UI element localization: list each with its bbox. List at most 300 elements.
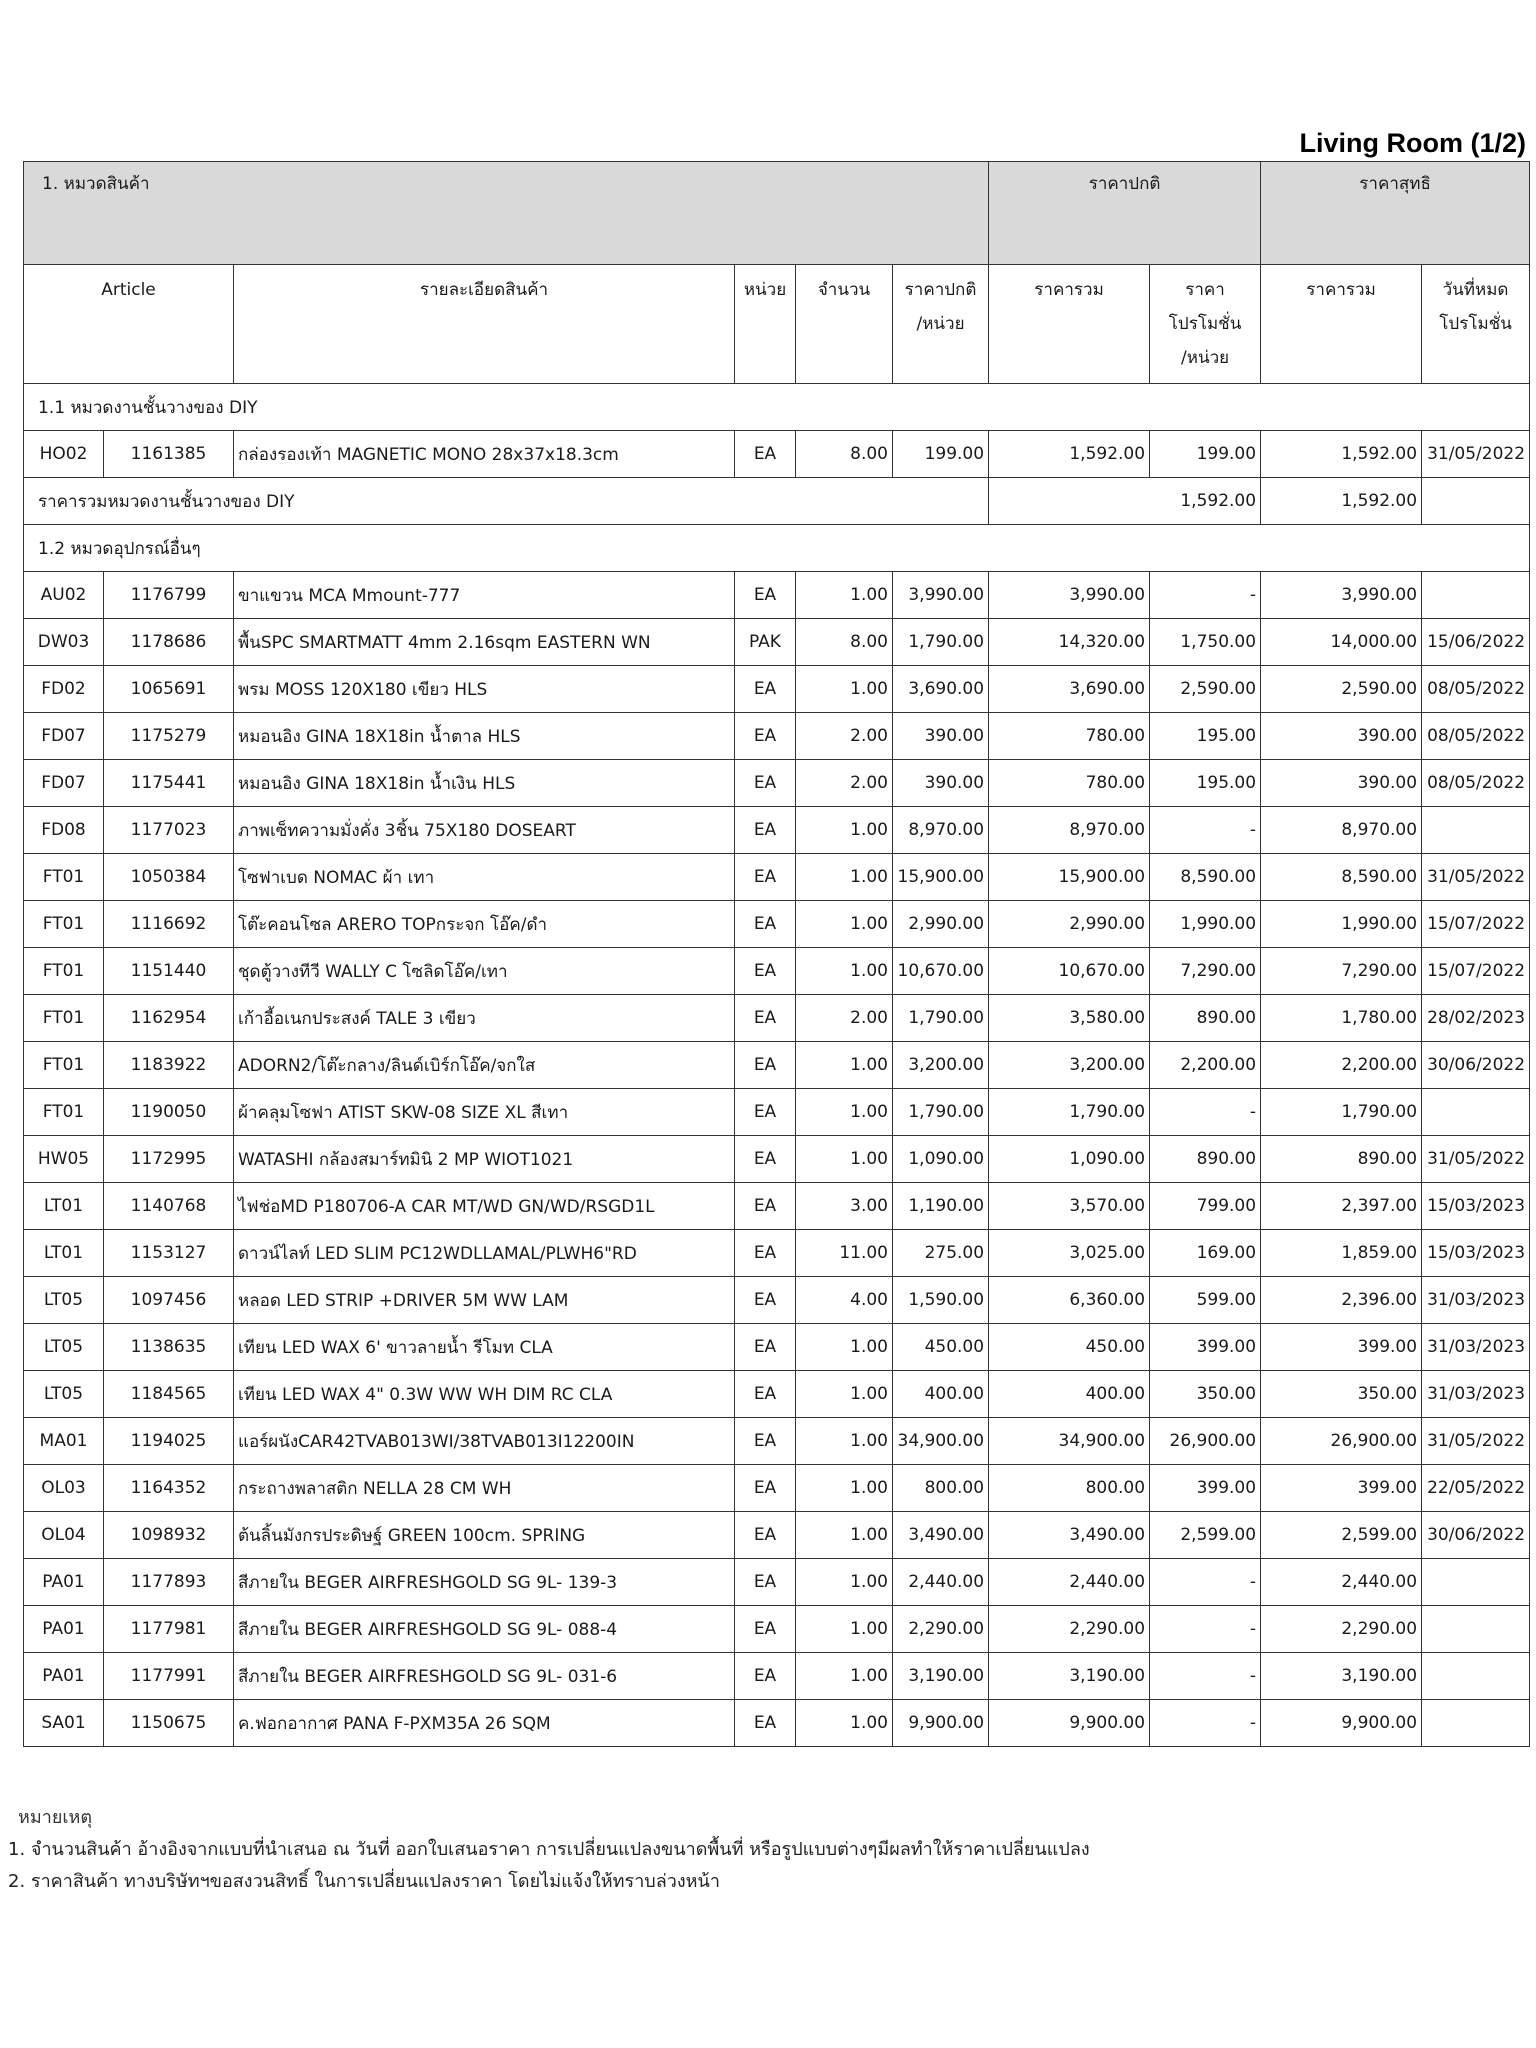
article-code: AU02 xyxy=(24,572,104,619)
header-row-columns xyxy=(24,265,1530,384)
promo-price: - xyxy=(1150,1700,1261,1747)
description: เทียน LED WAX 6' ขาวลายน้ำ รีโมท CLA xyxy=(234,1324,735,1371)
total: 3,190.00 xyxy=(989,1653,1150,1700)
article-no: 1150675 xyxy=(104,1700,234,1747)
qty: 4.00 xyxy=(796,1277,893,1324)
net-total: 26,900.00 xyxy=(1261,1418,1422,1465)
promo-price: 7,290.00 xyxy=(1150,948,1261,995)
promo-end xyxy=(1422,1559,1530,1606)
description: โซฟาเบด NOMAC ผ้า เทา xyxy=(234,854,735,901)
unit-price: 1,590.00 xyxy=(893,1277,989,1324)
total: 2,290.00 xyxy=(989,1606,1150,1653)
article-code: FD02 xyxy=(24,666,104,713)
net-total: 2,396.00 xyxy=(1261,1277,1422,1324)
category-header: 1. หมวดสินค้า xyxy=(24,162,989,265)
section-title: 1.2 หมวดอุปกรณ์อื่นๆ xyxy=(24,525,1530,572)
net-total: 399.00 xyxy=(1261,1465,1422,1512)
article-no: 1183922 xyxy=(104,1042,234,1089)
total: 10,670.00 xyxy=(989,948,1150,995)
net-total: 7,290.00 xyxy=(1261,948,1422,995)
qty: 3.00 xyxy=(796,1183,893,1230)
qty: 1.00 xyxy=(796,1371,893,1418)
description: ผ้าคลุมโซฟา ATIST SKW-08 SIZE XL สีเทา xyxy=(234,1089,735,1136)
promo-end: 31/03/2023 xyxy=(1422,1371,1530,1418)
article-code: LT05 xyxy=(24,1277,104,1324)
promo-end xyxy=(1422,1606,1530,1653)
net-total: 350.00 xyxy=(1261,1371,1422,1418)
promo-price: 350.00 xyxy=(1150,1371,1261,1418)
article-no: 1177023 xyxy=(104,807,234,854)
article-code: FT01 xyxy=(24,1089,104,1136)
total: 450.00 xyxy=(989,1324,1150,1371)
description: แอร์ผนังCAR42TVAB013WI/38TVAB013I12200IN xyxy=(234,1418,735,1465)
promo-end-header-line: วันที่หมด xyxy=(1442,280,1509,300)
unit-price: 2,440.00 xyxy=(893,1559,989,1606)
qty: 1.00 xyxy=(796,1089,893,1136)
unit-price-header xyxy=(893,265,989,384)
article-code: OL04 xyxy=(24,1512,104,1559)
article-no: 1190050 xyxy=(104,1089,234,1136)
promo-price: - xyxy=(1150,1089,1261,1136)
article-no: 1177981 xyxy=(104,1606,234,1653)
total: 3,690.00 xyxy=(989,666,1150,713)
promo-end: 15/03/2023 xyxy=(1422,1230,1530,1277)
qty: 2.00 xyxy=(796,760,893,807)
promo-price: 1,750.00 xyxy=(1150,619,1261,666)
article-no: 1175279 xyxy=(104,713,234,760)
article-code: PA01 xyxy=(24,1606,104,1653)
net-total: 2,290.00 xyxy=(1261,1606,1422,1653)
total: 3,025.00 xyxy=(989,1230,1150,1277)
unit: EA xyxy=(735,948,796,995)
promo-price: 890.00 xyxy=(1150,1136,1261,1183)
description: ชุดตู้วางทีวี WALLY C โซลิดโอ๊ค/เทา xyxy=(234,948,735,995)
article-code: FD07 xyxy=(24,713,104,760)
description: หมอนอิง GINA 18X18in น้ำตาล HLS xyxy=(234,713,735,760)
total: 8,970.00 xyxy=(989,807,1150,854)
unit: EA xyxy=(735,1277,796,1324)
description: กระถางพลาสติก NELLA 28 CM WH xyxy=(234,1465,735,1512)
net-total: 14,000.00 xyxy=(1261,619,1422,666)
table-row xyxy=(24,854,1530,901)
unit: EA xyxy=(735,1700,796,1747)
article-code: HO02 xyxy=(24,431,104,478)
unit-price: 3,200.00 xyxy=(893,1042,989,1089)
qty: 1.00 xyxy=(796,572,893,619)
article-no: 1138635 xyxy=(104,1324,234,1371)
table-row xyxy=(24,1089,1530,1136)
regular-price-header: ราคาปกติ xyxy=(989,162,1261,265)
unit-price: 9,900.00 xyxy=(893,1700,989,1747)
net-total: 2,590.00 xyxy=(1261,666,1422,713)
table-row xyxy=(24,1371,1530,1418)
promo-end: 31/05/2022 xyxy=(1422,1136,1530,1183)
promo-end: 08/05/2022 xyxy=(1422,713,1530,760)
unit: EA xyxy=(735,807,796,854)
article-no: 1153127 xyxy=(104,1230,234,1277)
promo-end xyxy=(1422,572,1530,619)
unit-price: 3,690.00 xyxy=(893,666,989,713)
unit: EA xyxy=(735,901,796,948)
article-no: 1164352 xyxy=(104,1465,234,1512)
unit: EA xyxy=(735,1653,796,1700)
promo-price: 2,200.00 xyxy=(1150,1042,1261,1089)
promo-end: 15/06/2022 xyxy=(1422,619,1530,666)
promo-price: 2,590.00 xyxy=(1150,666,1261,713)
net-total-header: ราคารวม xyxy=(1261,265,1422,384)
unit: EA xyxy=(735,1371,796,1418)
promo-price: 599.00 xyxy=(1150,1277,1261,1324)
promo-end: 08/05/2022 xyxy=(1422,666,1530,713)
table-row xyxy=(24,1230,1530,1277)
promo-price: 26,900.00 xyxy=(1150,1418,1261,1465)
unit-price: 1,790.00 xyxy=(893,619,989,666)
total: 1,592.00 xyxy=(989,431,1150,478)
table-row xyxy=(24,1700,1530,1747)
table-row xyxy=(24,666,1530,713)
table-row xyxy=(24,1465,1530,1512)
description: หลอด LED STRIP +DRIVER 5M WW LAM xyxy=(234,1277,735,1324)
promo-price: 890.00 xyxy=(1150,995,1261,1042)
total: 400.00 xyxy=(989,1371,1150,1418)
article-no: 1097456 xyxy=(104,1277,234,1324)
promo-price: 2,599.00 xyxy=(1150,1512,1261,1559)
table-row xyxy=(24,1183,1530,1230)
unit-price-header-line: /หน่วย xyxy=(916,314,965,334)
description: ค.ฟอกอากาศ PANA F-PXM35A 26 SQM xyxy=(234,1700,735,1747)
promo-price-header xyxy=(1150,265,1261,384)
qty: 1.00 xyxy=(796,1606,893,1653)
article-no: 1177991 xyxy=(104,1653,234,1700)
net-total: 1,790.00 xyxy=(1261,1089,1422,1136)
unit-price: 390.00 xyxy=(893,760,989,807)
table-row xyxy=(24,1606,1530,1653)
qty: 1.00 xyxy=(796,1465,893,1512)
total: 3,200.00 xyxy=(989,1042,1150,1089)
article-code: LT01 xyxy=(24,1183,104,1230)
unit-price-header-line: ราคาปกติ xyxy=(904,280,977,300)
total: 780.00 xyxy=(989,713,1150,760)
article-code: LT05 xyxy=(24,1371,104,1418)
total: 3,490.00 xyxy=(989,1512,1150,1559)
article-code: OL03 xyxy=(24,1465,104,1512)
article-code: LT05 xyxy=(24,1324,104,1371)
promo-end: 08/05/2022 xyxy=(1422,760,1530,807)
description: สีภายใน BEGER AIRFRESHGOLD SG 9L- 088-4 xyxy=(234,1606,735,1653)
unit: EA xyxy=(735,666,796,713)
promo-end: 15/07/2022 xyxy=(1422,948,1530,995)
unit-price: 800.00 xyxy=(893,1465,989,1512)
promo-end: 31/05/2022 xyxy=(1422,854,1530,901)
net-total: 399.00 xyxy=(1261,1324,1422,1371)
table-row xyxy=(24,1277,1530,1324)
promo-end: 31/03/2023 xyxy=(1422,1277,1530,1324)
promo-price: 399.00 xyxy=(1150,1465,1261,1512)
total: 15,900.00 xyxy=(989,854,1150,901)
total-header: ราคารวม xyxy=(989,265,1150,384)
promo-end: 30/06/2022 xyxy=(1422,1042,1530,1089)
description: ADORN2/โต๊ะกลาง/ลินด์เบิร์กโอ๊ค/จกใส xyxy=(234,1042,735,1089)
article-code: PA01 xyxy=(24,1653,104,1700)
article-code: FD07 xyxy=(24,760,104,807)
qty: 1.00 xyxy=(796,1559,893,1606)
note-item: 1. จำนวนสินค้า อ้างอิงจากแบบที่นำเสนอ ณ วันที่ ออกใบเสนอราคา การเปลี่ยนแปลงขนาดพื้นที่ หรือรูปแบบต่างๆมีผลทำให้ราคาเปลี่ยนแปลง xyxy=(8,1839,1090,1860)
unit: EA xyxy=(735,431,796,478)
page-title: Living Room (1/2) xyxy=(1299,128,1526,158)
promo-price: - xyxy=(1150,1559,1261,1606)
qty: 11.00 xyxy=(796,1230,893,1277)
promo-price: - xyxy=(1150,1606,1261,1653)
net-total: 390.00 xyxy=(1261,713,1422,760)
article-no: 1050384 xyxy=(104,854,234,901)
net-total: 890.00 xyxy=(1261,1136,1422,1183)
table-row xyxy=(24,1512,1530,1559)
article-code: FT01 xyxy=(24,1042,104,1089)
article-no: 1140768 xyxy=(104,1183,234,1230)
unit: EA xyxy=(735,713,796,760)
qty: 1.00 xyxy=(796,948,893,995)
unit-price: 400.00 xyxy=(893,1371,989,1418)
subtotal-net-total: 1,592.00 xyxy=(1261,478,1422,525)
total: 6,360.00 xyxy=(989,1277,1150,1324)
subtotal-empty xyxy=(1422,478,1530,525)
net-total: 8,590.00 xyxy=(1261,854,1422,901)
unit: EA xyxy=(735,1183,796,1230)
unit: EA xyxy=(735,1465,796,1512)
article-no: 1161385 xyxy=(104,431,234,478)
section-row xyxy=(24,525,1530,572)
total: 3,570.00 xyxy=(989,1183,1150,1230)
unit-price: 199.00 xyxy=(893,431,989,478)
total: 3,580.00 xyxy=(989,995,1150,1042)
unit: EA xyxy=(735,1324,796,1371)
promo-price: 195.00 xyxy=(1150,760,1261,807)
net-total: 1,592.00 xyxy=(1261,431,1422,478)
unit: EA xyxy=(735,1230,796,1277)
table-row xyxy=(24,948,1530,995)
note-item: 2. ราคาสินค้า ทางบริษัทฯขอสงวนสิทธิ์ ในการเปลี่ยนแปลงราคา โดยไม่แจ้งให้ทราบล่วงหน้า xyxy=(8,1871,720,1892)
unit-price: 275.00 xyxy=(893,1230,989,1277)
unit-price: 10,670.00 xyxy=(893,948,989,995)
article-code: PA01 xyxy=(24,1559,104,1606)
unit-price: 3,490.00 xyxy=(893,1512,989,1559)
unit-price: 2,990.00 xyxy=(893,901,989,948)
total: 1,090.00 xyxy=(989,1136,1150,1183)
description: WATASHI กล้องสมาร์ทมินิ 2 MP WIOT1021 xyxy=(234,1136,735,1183)
promo-end: 30/06/2022 xyxy=(1422,1512,1530,1559)
section-row xyxy=(24,384,1530,431)
quotation-table xyxy=(23,161,1530,1747)
unit-price: 34,900.00 xyxy=(893,1418,989,1465)
unit-price: 3,990.00 xyxy=(893,572,989,619)
promo-price: 799.00 xyxy=(1150,1183,1261,1230)
table-row xyxy=(24,1136,1530,1183)
net-total: 1,990.00 xyxy=(1261,901,1422,948)
net-total: 1,780.00 xyxy=(1261,995,1422,1042)
table-row xyxy=(24,760,1530,807)
subtotal-total: 1,592.00 xyxy=(989,478,1261,525)
article-no: 1151440 xyxy=(104,948,234,995)
article-code: DW03 xyxy=(24,619,104,666)
unit: EA xyxy=(735,1418,796,1465)
net-price-header: ราคาสุทธิ xyxy=(1261,162,1530,265)
article-no: 1176799 xyxy=(104,572,234,619)
subtotal-label: ราคารวมหมวดงานชั้นวางของ DIY xyxy=(24,478,989,525)
net-total: 390.00 xyxy=(1261,760,1422,807)
description: ขาแขวน MCA Mmount-777 xyxy=(234,572,735,619)
unit: EA xyxy=(735,572,796,619)
description: เก้าอี้อเนกประสงค์ TALE 3 เขียว xyxy=(234,995,735,1042)
article-no: 1065691 xyxy=(104,666,234,713)
table-row xyxy=(24,713,1530,760)
unit-price: 8,970.00 xyxy=(893,807,989,854)
promo-end xyxy=(1422,1089,1530,1136)
unit-price: 1,190.00 xyxy=(893,1183,989,1230)
unit-price: 450.00 xyxy=(893,1324,989,1371)
article-header: Article xyxy=(24,265,234,384)
description: พรม MOSS 120X180 เขียว HLS xyxy=(234,666,735,713)
description: ภาพเซ็ทความมั่งคั่ง 3ชิ้น 75X180 DOSEART xyxy=(234,807,735,854)
article-code: MA01 xyxy=(24,1418,104,1465)
promo-price-header-line: โปรโมชั่น xyxy=(1168,314,1242,334)
table-row xyxy=(24,619,1530,666)
qty: 1.00 xyxy=(796,854,893,901)
description: กล่องรองเท้า MAGNETIC MONO 28x37x18.3cm xyxy=(234,431,735,478)
net-total: 3,190.00 xyxy=(1261,1653,1422,1700)
promo-end: 31/03/2023 xyxy=(1422,1324,1530,1371)
unit: EA xyxy=(735,1089,796,1136)
table-row xyxy=(24,807,1530,854)
article-code: FT01 xyxy=(24,995,104,1042)
promo-end xyxy=(1422,1653,1530,1700)
unit: EA xyxy=(735,1136,796,1183)
qty: 2.00 xyxy=(796,995,893,1042)
promo-price: - xyxy=(1150,572,1261,619)
subtotal-row xyxy=(24,478,1530,525)
description: สีภายใน BEGER AIRFRESHGOLD SG 9L- 139-3 xyxy=(234,1559,735,1606)
table-row xyxy=(24,1042,1530,1089)
description: โต๊ะคอนโซล ARERO TOPกระจก โอ๊ค/ดำ xyxy=(234,901,735,948)
article-no: 1116692 xyxy=(104,901,234,948)
article-no: 1162954 xyxy=(104,995,234,1042)
article-no: 1098932 xyxy=(104,1512,234,1559)
unit-price: 1,790.00 xyxy=(893,1089,989,1136)
promo-price: 399.00 xyxy=(1150,1324,1261,1371)
total: 14,320.00 xyxy=(989,619,1150,666)
net-total: 2,200.00 xyxy=(1261,1042,1422,1089)
description: พื้นSPC SMARTMATT 4mm 2.16sqm EASTERN WN xyxy=(234,619,735,666)
qty: 1.00 xyxy=(796,1512,893,1559)
unit-price: 2,290.00 xyxy=(893,1606,989,1653)
net-total: 2,440.00 xyxy=(1261,1559,1422,1606)
article-no: 1184565 xyxy=(104,1371,234,1418)
article-no: 1172995 xyxy=(104,1136,234,1183)
unit: EA xyxy=(735,854,796,901)
promo-price: 1,990.00 xyxy=(1150,901,1261,948)
promo-price: 8,590.00 xyxy=(1150,854,1261,901)
unit: EA xyxy=(735,1559,796,1606)
table-row xyxy=(24,431,1530,478)
article-no: 1178686 xyxy=(104,619,234,666)
header-row-groups xyxy=(24,162,1530,265)
promo-price-header-line: /หน่วย xyxy=(1181,348,1230,368)
total: 780.00 xyxy=(989,760,1150,807)
qty: 1.00 xyxy=(796,901,893,948)
article-no: 1175441 xyxy=(104,760,234,807)
promo-end: 31/05/2022 xyxy=(1422,431,1530,478)
notes-heading: หมายเหตุ xyxy=(18,1807,93,1828)
promo-price-header-line: ราคา xyxy=(1185,280,1225,300)
promo-end: 15/07/2022 xyxy=(1422,901,1530,948)
net-total: 8,970.00 xyxy=(1261,807,1422,854)
promo-end xyxy=(1422,807,1530,854)
promo-price: 169.00 xyxy=(1150,1230,1261,1277)
article-code: LT01 xyxy=(24,1230,104,1277)
unit: EA xyxy=(735,1512,796,1559)
unit-price: 15,900.00 xyxy=(893,854,989,901)
total: 800.00 xyxy=(989,1465,1150,1512)
qty: 8.00 xyxy=(796,431,893,478)
table-row xyxy=(24,995,1530,1042)
unit-header: หน่วย xyxy=(735,265,796,384)
table-row xyxy=(24,1418,1530,1465)
qty: 1.00 xyxy=(796,1700,893,1747)
promo-end-header-line: โปรโมชั่น xyxy=(1439,314,1512,334)
qty: 1.00 xyxy=(796,1653,893,1700)
total: 2,990.00 xyxy=(989,901,1150,948)
unit: EA xyxy=(735,1042,796,1089)
net-total: 2,599.00 xyxy=(1261,1512,1422,1559)
description-header: รายละเอียดสินค้า xyxy=(234,265,735,384)
total: 3,990.00 xyxy=(989,572,1150,619)
article-code: FT01 xyxy=(24,901,104,948)
promo-end: 28/02/2023 xyxy=(1422,995,1530,1042)
qty: 1.00 xyxy=(796,1324,893,1371)
description: หมอนอิง GINA 18X18in น้ำเงิน HLS xyxy=(234,760,735,807)
description: ไฟช่อMD P180706-A CAR MT/WD GN/WD/RSGD1L xyxy=(234,1183,735,1230)
table-row xyxy=(24,901,1530,948)
article-code: HW05 xyxy=(24,1136,104,1183)
qty: 2.00 xyxy=(796,713,893,760)
unit: EA xyxy=(735,995,796,1042)
promo-price: 195.00 xyxy=(1150,713,1261,760)
unit-price: 390.00 xyxy=(893,713,989,760)
section-title: 1.1 หมวดงานชั้นวางของ DIY xyxy=(24,384,1530,431)
promo-end: 15/03/2023 xyxy=(1422,1183,1530,1230)
qty: 1.00 xyxy=(796,807,893,854)
article-no: 1177893 xyxy=(104,1559,234,1606)
article-code: FT01 xyxy=(24,854,104,901)
article-code: FD08 xyxy=(24,807,104,854)
article-code: FT01 xyxy=(24,948,104,995)
description: สีภายใน BEGER AIRFRESHGOLD SG 9L- 031-6 xyxy=(234,1653,735,1700)
total: 1,790.00 xyxy=(989,1089,1150,1136)
unit: EA xyxy=(735,1606,796,1653)
table-row xyxy=(24,1559,1530,1606)
notes xyxy=(8,1802,1090,1898)
qty-header: จำนวน xyxy=(796,265,893,384)
qty: 8.00 xyxy=(796,619,893,666)
total: 9,900.00 xyxy=(989,1700,1150,1747)
description: เทียน LED WAX 4" 0.3W WW WH DIM RC CLA xyxy=(234,1371,735,1418)
article-code: SA01 xyxy=(24,1700,104,1747)
promo-end: 22/05/2022 xyxy=(1422,1465,1530,1512)
promo-end-header xyxy=(1422,265,1530,384)
unit: PAK xyxy=(735,619,796,666)
unit: EA xyxy=(735,760,796,807)
net-total: 9,900.00 xyxy=(1261,1700,1422,1747)
promo-price: 199.00 xyxy=(1150,431,1261,478)
